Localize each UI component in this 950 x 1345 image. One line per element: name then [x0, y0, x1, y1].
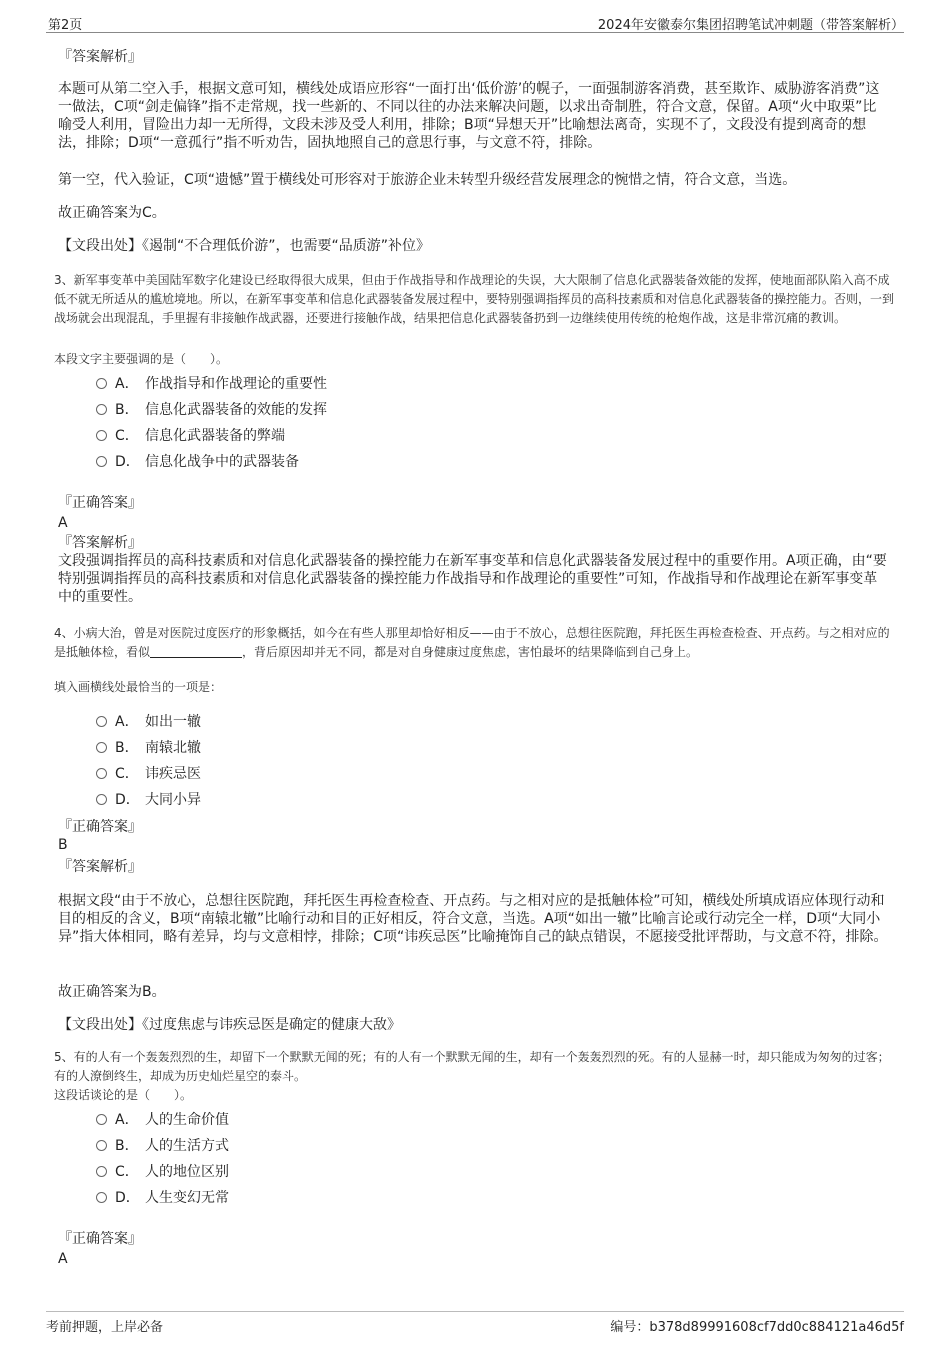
q3-option-b[interactable]: B． 信息化武器装备的效能的发挥	[96, 401, 327, 419]
q3-stem: 3、新军事变革中美国陆军数字化建设已经取得很大成果，但由于作战指导和作战理论的失误，大大限制了信息化武器装备效能的发挥，使地面部队陷入高不成低不就无所适从的尴尬境地。所以，在新军事变革和信息化武器装备发展过程中，要特别强调指挥员的高科技素质和对信息化武器装备的操控能力。否则，一到战场就会出现混乱，手里握有非接触作战武器，还要进行接触作战，结果把信息化武器装备扔到一边继续使用传统的枪炮作战，这是非常沉痛的教训。	[54, 273, 895, 325]
q4-option-d[interactable]: D． 大同小异	[96, 791, 201, 809]
q3-analysis-label: 『答案解析』	[58, 535, 142, 551]
q5-option-c[interactable]: C． 人的地位区别	[96, 1163, 229, 1181]
q2-source: 【文段出处】《遏制“不合理低价游”，也需要“品质游”补位》	[58, 238, 431, 254]
q2-analysis-paragraph-1: 本题可从第二空入手，根据文意可知，横线处成语应形容“一面打出‘低价游’的幌子，一面强制游客消费，甚至欺诈、威胁游客消费”这一做法，C项“剑走偏锋”指不走常规，找一些新的、不同以往的办法来解决问题，以求出奇制胜，符合文意，保留。A项“火中取栗”比喻受人利用，冒险出力却一无所得，文段未涉及受人利用，排除；B项“异想天开”比喻想法离奇，实现不了，文段没有提到离奇的想法，排除；D项“一意孤行”指不听劝告，固执地照自己的意思行事，与文意不符，排除。	[58, 81, 880, 151]
q4-analysis: 根据文段“由于不放心，总想往医院跑，拜托医生再检查检查、开点药。与之相对应的是抵触体检”可知，横线处所填成语应体现行动和目的相反的含义，B项“南辕北辙”比喻行动和目的正好相反，符合文意，当选。A项“如出一辙”比喻言论或行动完全一样，D项“大同小异”指大体相同，略有差异，均与文意相悖，排除；C项“讳疾忌医”比喻掩饰自己的缺点错误，不愿接受批评帮助，与文意不符，排除。	[58, 893, 888, 945]
radio-icon[interactable]	[96, 742, 107, 753]
q4-stem: 4、小病大治，曾是对医院过度医疗的形象概括，如今在有些人那里却恰好相反——由于不放心，总想往医院跑，拜托医生再检查检查、开点药。与之相对应的是抵触体检，看似 ，背后原因却并无不同，都是对自身健康过度焦虑，害怕最坏的结果降临到自己身上。	[54, 626, 890, 659]
q5-prompt: 这段话谈论的是（ ）。	[54, 1088, 193, 1102]
q4-prompt: 填入画横线处最恰当的一项是：	[54, 680, 223, 694]
q4-conclusion: 故正确答案为B。	[58, 984, 166, 1000]
q3-answer: A	[58, 515, 68, 531]
q3-option-d[interactable]: D． 信息化战争中的武器装备	[96, 453, 299, 471]
q4-option-b[interactable]: B． 南辕北辙	[96, 739, 201, 757]
q3-option-c[interactable]: C． 信息化武器装备的弊端	[96, 427, 285, 445]
radio-icon[interactable]	[96, 456, 107, 467]
radio-icon[interactable]	[96, 1114, 107, 1125]
q4-answer: B	[58, 837, 68, 853]
q2-analysis-label: 『答案解析』	[58, 49, 142, 65]
q5-option-a[interactable]: A． 人的生命价值	[96, 1111, 229, 1129]
q2-analysis-paragraph-2: 第一空，代入验证，C项“遗憾”置于横线处可形容对于旅游企业未转型升级经营发展理念的惋惜之情，符合文意，当选。	[58, 172, 797, 188]
q5-stem: 5、有的人有一个轰轰烈烈的生，却留下一个默默无闻的死；有的人有一个默默无闻的生，却有一个轰轰烈烈的死。有的人显赫一时，却只能成为匆匆的过客；有的人潦倒终生，却成为历史灿烂星空的泰斗。	[54, 1050, 890, 1083]
q3-option-a[interactable]: A． 作战指导和作战理论的重要性	[96, 375, 327, 393]
q5-option-d[interactable]: D． 人生变幻无常	[96, 1189, 229, 1207]
radio-icon[interactable]	[96, 404, 107, 415]
q3-prompt: 本段文字主要强调的是（ ）。	[54, 352, 229, 366]
radio-icon[interactable]	[96, 1166, 107, 1177]
radio-icon[interactable]	[96, 378, 107, 389]
q4-option-a[interactable]: A． 如出一辙	[96, 713, 201, 731]
page-header	[46, 12, 904, 33]
fill-in-blank	[150, 657, 242, 658]
q5-answer-label: 『正确答案』	[58, 1231, 142, 1247]
q5-answer: A	[58, 1251, 68, 1267]
radio-icon[interactable]	[96, 768, 107, 779]
q4-answer-label: 『正确答案』	[58, 819, 142, 835]
q3-answer-label: 『正确答案』	[58, 495, 142, 511]
radio-icon[interactable]	[96, 794, 107, 805]
radio-icon[interactable]	[96, 1192, 107, 1203]
q4-source: 【文段出处】《过度焦虑与讳疾忌医是确定的健康大敌》	[58, 1017, 401, 1033]
document-title: 2024年安徽泰尔集团招聘笔试冲刺题（带答案解析）	[597, 18, 904, 33]
q4-analysis-label: 『答案解析』	[58, 859, 142, 875]
footer-slogan: 考前押题，上岸必备	[46, 1320, 164, 1335]
radio-icon[interactable]	[96, 716, 107, 727]
q2-conclusion: 故正确答案为C。	[58, 205, 166, 221]
radio-icon[interactable]	[96, 430, 107, 441]
q5-option-b[interactable]: B． 人的生活方式	[96, 1137, 229, 1155]
page-footer	[46, 1311, 904, 1338]
q4-option-c[interactable]: C． 讳疾忌医	[96, 765, 201, 783]
document-id: 编号：b378d89991608cf7dd0c884121a46d5f	[610, 1320, 904, 1335]
page-number: 第2页	[48, 18, 83, 33]
radio-icon[interactable]	[96, 1140, 107, 1151]
q3-analysis: 文段强调指挥员的高科技素质和对信息化武器装备的操控能力在新军事变革和信息化武器装备发展过程中的重要作用。A项正确，由“要特别强调指挥员的高科技素质和对信息化武器装备的操控能力作战指导和作战理论的重要性”可知，作战指导和作战理论在新军事变革中的重要性。	[58, 553, 887, 605]
